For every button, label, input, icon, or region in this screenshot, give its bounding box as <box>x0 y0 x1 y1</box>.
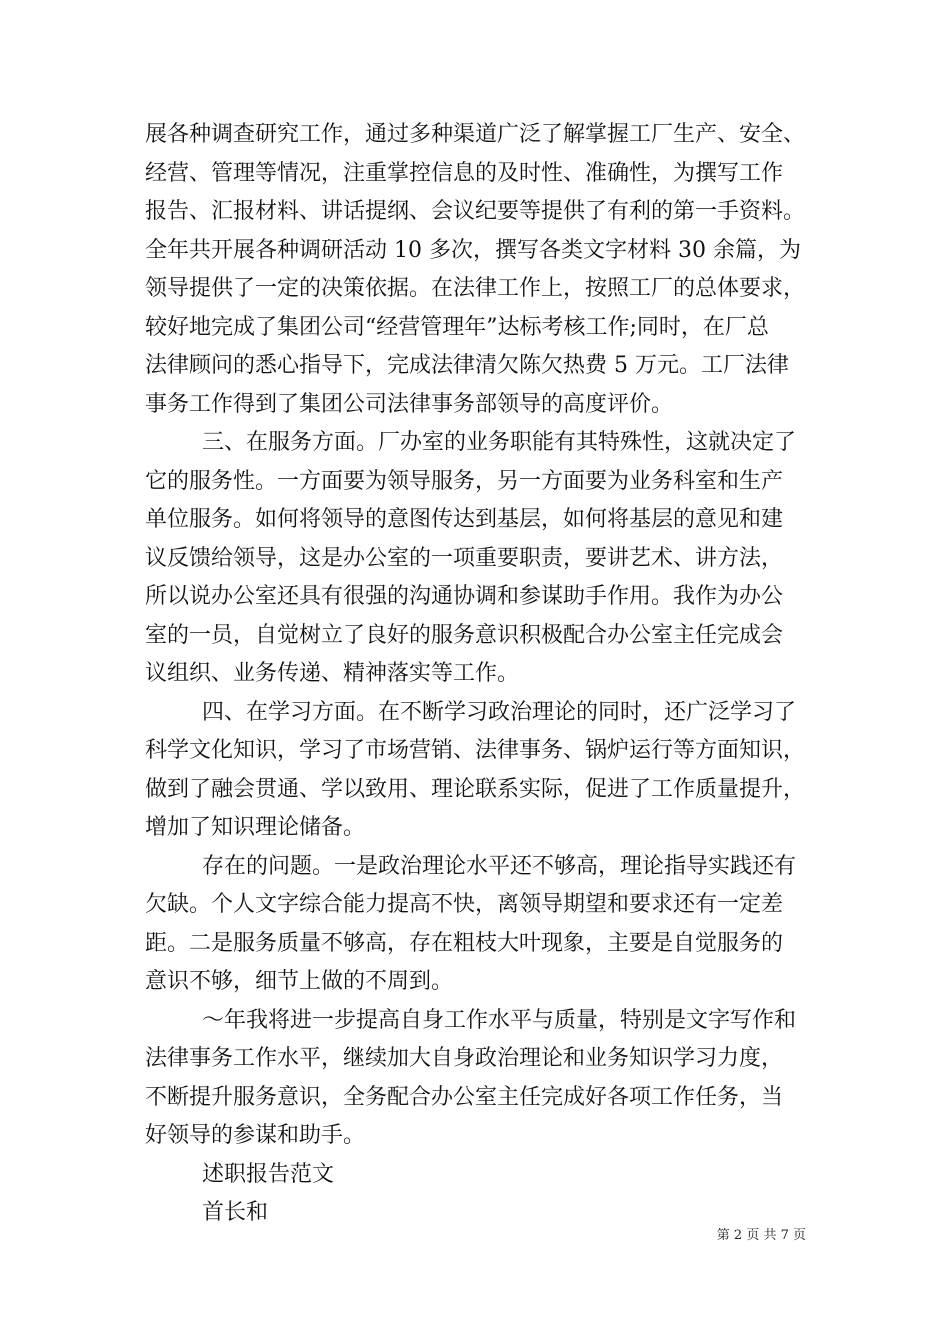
paragraph-start-plan: ～年我将进一步提高自身工作水平与质量，特别是文字写作和 <box>202 1007 797 1033</box>
text-line: 所以说办公室还具有很强的沟通协调和参谋助手作用。我作为办公 <box>145 584 784 609</box>
text-line: 单位服务。如何将领导的意图传达到基层，如何将基层的意见和建 <box>145 507 784 532</box>
text-line: 展各种调查研究工作，通过多种渠道广泛了解掌握工厂生产、安全、 <box>145 122 806 147</box>
text-line: 做到了融会贯通、学以致用、理论联系实际，促进了工作质量提升， <box>145 776 806 802</box>
text-line: 议反馈给领导，这是办公室的一项重要职责，要讲艺术、讲方法， <box>145 545 784 571</box>
text-line: 好领导的参谋和助手。 <box>145 1123 366 1148</box>
paragraph-start-service: 三、在服务方面。厂办室的业务职能有其特殊性，这就决定了 <box>202 430 797 455</box>
text-line: 不断提升服务意识，全务配合办公室主任完成好各项工作任务，当 <box>145 1084 784 1110</box>
text-line: 较好地完成了集团公司“经营管理年”达标考核工作;同时，在厂总 <box>145 314 769 340</box>
section-heading: 述职报告范文 <box>202 1161 335 1187</box>
text-line: 距。二是服务质量不够高，存在粗枝大叶现象，主要是自觉服务的 <box>145 930 784 956</box>
text-line: 增加了知识理论储备。 <box>145 815 366 840</box>
text-line: 科学文化知识，学习了市场营销、法律事务、锅炉运行等方面知识， <box>145 738 806 763</box>
text-line: 事务工作得到了集团公司法律事务部领导的高度评价。 <box>145 391 674 417</box>
page-number-footer: 第 2 页 共 7 页 <box>716 1228 806 1243</box>
text-line: 欠缺。个人文字综合能力提高不快，离领导期望和要求还有一定差 <box>145 892 784 917</box>
text-line: 它的服务性。一方面要为领导服务，另一方面要为业务科室和生产 <box>145 468 784 494</box>
text-line: 议组织、业务传递、精神落实等工作。 <box>145 661 520 686</box>
text-line: 全年共开展各种调研活动 10 多次，撰写各类文字材料 30 余篇，为 <box>145 237 801 263</box>
text-line: 法律顾问的悉心指导下，完成法律清欠陈欠热费 5 万元。工厂法律 <box>145 353 789 378</box>
paragraph-start-problems: 存在的问题。一是政治理论水平还不够高，理论指导实践还有 <box>202 853 797 879</box>
text-line: 经营、管理等情况，注重掌控信息的及时性、准确性，为撰写工作 <box>145 160 784 186</box>
document-body <box>145 116 817 1233</box>
salutation-line: 首长和 <box>202 1200 269 1225</box>
text-line: 室的一员，自觉树立了良好的服务意识积极配合办公室主任完成会 <box>145 622 784 648</box>
text-line: 领导提供了一定的决策依据。在法律工作上，按照工厂的总体要求， <box>145 276 806 301</box>
text-line: 意识不够，细节上做的不周到。 <box>145 969 454 994</box>
paragraph-start-study: 四、在学习方面。在不断学习政治理论的同时，还广泛学习了 <box>202 699 797 725</box>
text-line: 法律事务工作水平，继续加大自身政治理论和业务知识学习力度， <box>145 1046 784 1071</box>
text-line: 报告、汇报材料、讲话提纲、会议纪要等提供了有利的第一手资料。 <box>145 199 806 224</box>
